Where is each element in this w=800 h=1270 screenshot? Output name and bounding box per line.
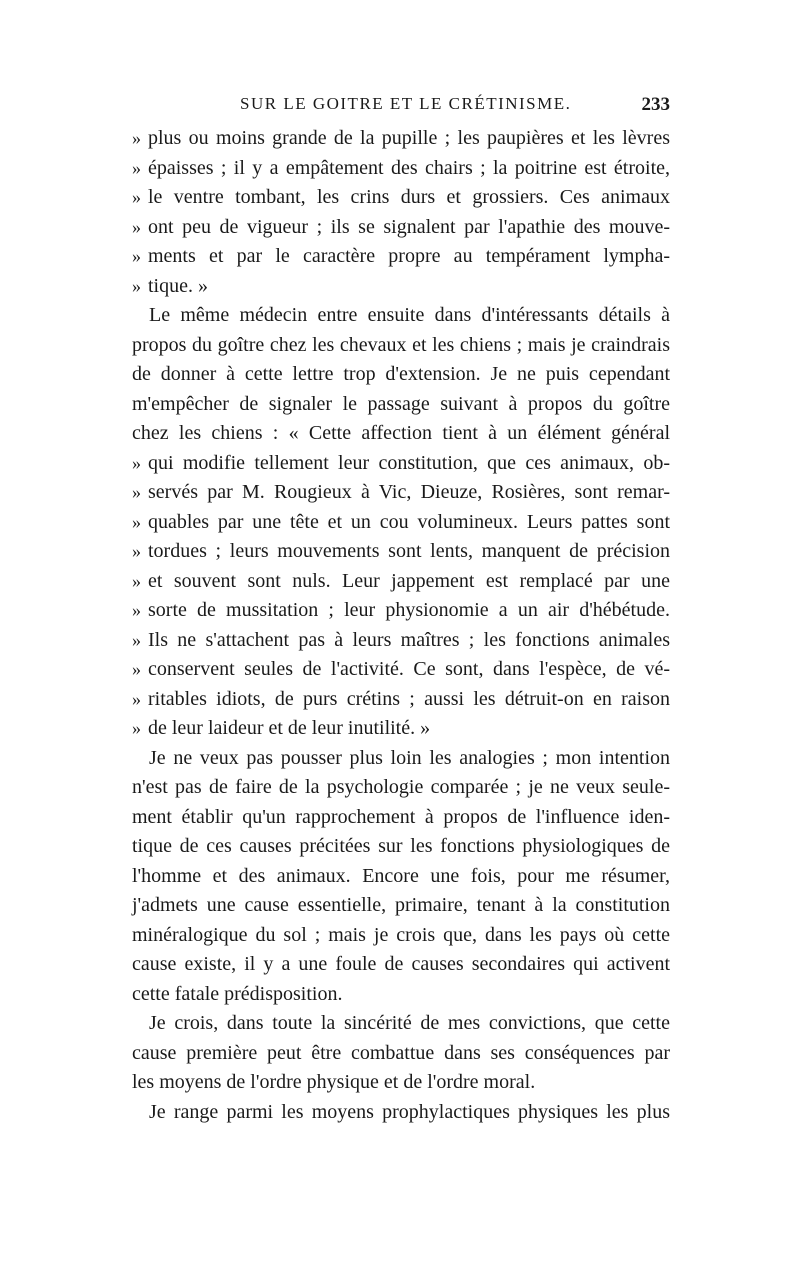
line-text: Ils ne s'attachent pas à leurs maîtres ; les fonctions animales [148, 628, 670, 651]
quoted-text-line [132, 626, 670, 656]
line-text: plus ou moins grande de la pupille ; les paupières et les lèvres [148, 127, 670, 149]
quote-continuation-mark: » [132, 275, 141, 296]
text-line [132, 773, 670, 803]
line-text: épaisses ; il y a empâtement des chairs ; la poitrine est étroite, [148, 156, 670, 179]
quote-continuation-mark: » [132, 718, 141, 738]
text-line [132, 832, 670, 862]
line-text: les moyens de l'ordre physique et de l'ordre moral. [132, 1071, 536, 1093]
line-text: tordues ; leurs mouvements sont lents, manquent de précision [148, 540, 670, 562]
quote-continuation-mark: » [132, 511, 141, 532]
quote-continuation-mark: » [132, 452, 141, 473]
line-text: de donner à cette lettre trop d'extension. Je ne puis cependant [132, 363, 670, 385]
line-text: chez les chiens : « Cette affection tient à un élément général [132, 422, 670, 444]
text-line [132, 390, 670, 420]
line-text: Je ne veux pas pousser plus loin les analogies ; mon intention [149, 746, 670, 769]
quote-continuation-mark: » [132, 216, 141, 237]
quoted-text-line [132, 655, 670, 685]
line-text: ments et par le caractère propre au tempérament lympha- [148, 245, 670, 267]
page-number: 233 [641, 94, 670, 115]
text-line [132, 1068, 670, 1098]
text-line [132, 331, 670, 361]
line-text: conservent seules de l'activité. Ce sont, dans l'espèce, de vé- [148, 658, 670, 680]
line-text: cause première peut être combattue dans ses conséquences par [132, 1041, 670, 1064]
quote-continuation-mark: » [132, 600, 141, 620]
text-line [132, 1039, 670, 1069]
quoted-text-line [132, 596, 670, 626]
line-text: et souvent sont nuls. Leur jappement est remplacé par une [148, 569, 670, 592]
quoted-text-line [132, 508, 670, 538]
text-line [132, 891, 670, 921]
line-text: n'est pas de faire de la psychologie comparée ; je ne veux seule- [132, 776, 670, 798]
quoted-text-line [132, 183, 670, 213]
quote-continuation-mark: » [132, 187, 141, 207]
quoted-text-line [132, 449, 670, 479]
line-text: cause existe, il y a une foule de causes secondaires qui activent [132, 953, 670, 975]
quote-continuation-mark: » [132, 570, 141, 591]
quote-continuation-mark: » [132, 688, 141, 709]
line-text: cette fatale prédisposition. [132, 982, 343, 1005]
quote-continuation-mark: » [132, 246, 141, 266]
quote-continuation-mark: » [132, 629, 141, 650]
quoted-text-line [132, 567, 670, 597]
line-text: l'homme et des animaux. Encore une fois, pour me résumer, [132, 864, 670, 887]
line-text: tique de ces causes précitées sur les fonctions physiologiques de [132, 835, 670, 857]
running-header [140, 94, 670, 118]
line-text: ment établir qu'un rapprochement à propos de l'influence iden- [132, 805, 670, 828]
quote-continuation-mark: » [132, 541, 141, 561]
line-text: m'empêcher de signaler le passage suivant à propos du goître [132, 392, 670, 415]
text-line [132, 419, 670, 449]
line-text: ont peu de vigueur ; ils se signalent par l'apathie des mouve- [148, 215, 670, 238]
quoted-text-line [132, 714, 670, 744]
quoted-text-line [132, 213, 670, 243]
line-text: servés par M. Rougieux à Vic, Dieuze, Rosières, sont remar- [148, 481, 670, 503]
text-line [132, 803, 670, 833]
line-text: propos du goître chez les chevaux et les chiens ; mais je craindrais [132, 333, 670, 356]
quoted-text-line [132, 537, 670, 567]
quoted-text-line [132, 272, 670, 302]
text-line [132, 360, 670, 390]
line-text: ritables idiots, de purs crétins ; aussi les détruit-on en raison [148, 687, 670, 710]
line-text: minéralogique du sol ; mais je crois que, dans les pays où cette [132, 923, 670, 946]
quoted-text-line [132, 154, 670, 184]
line-text: sorte de mussitation ; leur physionomie a un air d'hébétude. [148, 599, 670, 621]
text-line [132, 744, 670, 774]
line-text: le ventre tombant, les crins durs et grossiers. Ces animaux [148, 186, 670, 208]
quoted-text-line [132, 242, 670, 272]
text-line [132, 1009, 670, 1039]
quoted-text-line [132, 478, 670, 508]
line-text: Je range parmi les moyens prophylactiques physiques les plus [149, 1100, 670, 1123]
quote-continuation-mark: » [132, 128, 141, 148]
quote-continuation-mark: » [132, 482, 141, 502]
text-line [132, 301, 670, 331]
text-line [132, 950, 670, 980]
quote-continuation-mark: » [132, 659, 141, 679]
body-text [132, 124, 670, 1127]
line-text: de leur laideur et de leur inutilité. » [148, 717, 431, 739]
text-line [132, 980, 670, 1010]
line-text: j'admets une cause essentielle, primaire, tenant à la constitution [132, 894, 670, 916]
text-line [132, 862, 670, 892]
text-line [132, 921, 670, 951]
running-title: SUR LE GOITRE ET LE CRÉTINISME. [240, 94, 572, 113]
quote-continuation-mark: » [132, 157, 141, 178]
line-text: qui modifie tellement leur constitution, que ces animaux, ob- [148, 451, 670, 474]
quoted-text-line [132, 685, 670, 715]
line-text: Je crois, dans toute la sincérité de mes convictions, que cette [149, 1012, 670, 1034]
line-text: Le même médecin entre ensuite dans d'intéressants détails à [149, 304, 670, 326]
line-text: quables par une tête et un cou volumineux. Leurs pattes sont [148, 510, 670, 533]
text-line [132, 1098, 670, 1128]
quoted-text-line [132, 124, 670, 154]
line-text: tique. » [148, 274, 208, 297]
